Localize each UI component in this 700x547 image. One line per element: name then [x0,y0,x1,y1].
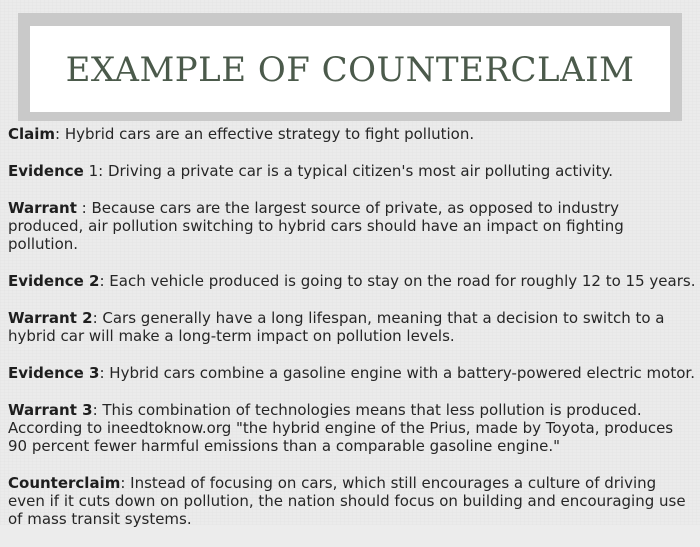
paragraph-text: : This combination of technologies means that less pollution is produced. According to ineedtoknow.org "the hybrid engine of the Prius, made by Toyota, produces 90 percent fewer harmful emissions than a comparable gasoline engine." [8,401,674,455]
slide-body [8,125,696,547]
paragraph-text: : Cars generally have a long lifespan, meaning that a decision to switch to a hybrid car will make a long-term impact on pollution levels. [8,309,665,345]
paragraph-evidence-3 [8,364,696,382]
paragraph-text: : Instead of focusing on cars, which still encourages a culture of driving even if it cuts down on pollution, the nation should focus on building and encouraging use of mass transit systems. [8,474,686,528]
paragraph-evidence-2 [8,272,696,290]
paragraph-text: : Because cars are the largest source of private, as opposed to industry produced, air pollution switching to hybrid cars should have an impact on fighting pollution. [8,199,624,253]
paragraph-label: Evidence 3 [8,364,100,382]
paragraph-label: Evidence 2 [8,272,100,290]
paragraph-label: Evidence [8,162,84,180]
paragraph-label: Counterclaim [8,474,121,492]
paragraph-text: : Hybrid cars are an effective strategy to fight pollution. [55,125,475,143]
paragraph-text: : Each vehicle produced is going to stay on the road for roughly 12 to 15 years. [99,272,696,290]
title-box [30,26,670,112]
paragraph-label: Claim [8,125,56,143]
slide-title: EXAMPLE OF COUNTERCLAIM [65,50,635,90]
paragraph-counterclaim [8,474,696,528]
paragraph-evidence-1 [8,162,696,180]
paragraph-warrant-1 [8,199,696,253]
paragraph-warrant-2 [8,309,696,345]
paragraph-warrant-3 [8,401,696,455]
paragraph-text: 1: Driving a private car is a typical citizen's most air polluting activity. [83,162,613,180]
paragraph-claim [8,125,696,143]
paragraph-text: : Hybrid cars combine a gasoline engine with a battery-powered electric motor. [99,364,695,382]
paragraph-label: Warrant 2 [8,309,93,327]
paragraph-label: Warrant [8,199,77,217]
paragraph-label: Warrant 3 [8,401,93,419]
